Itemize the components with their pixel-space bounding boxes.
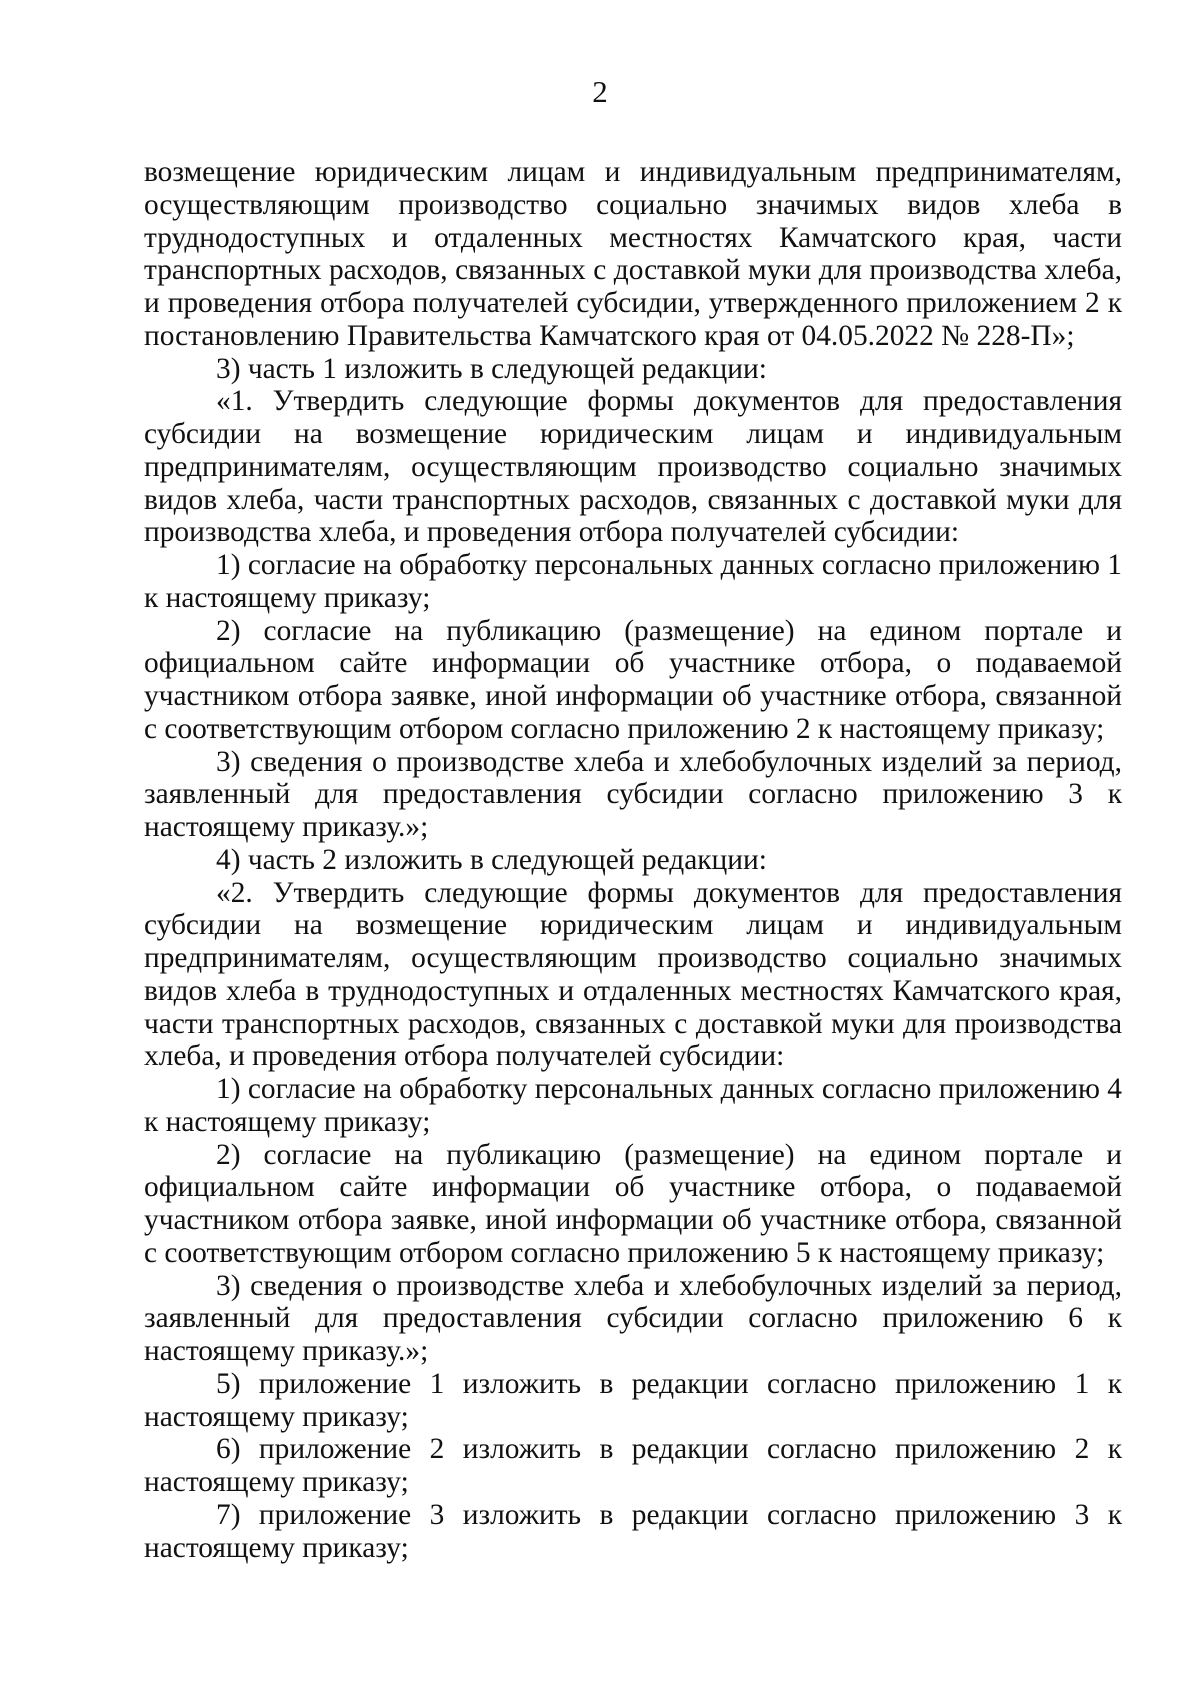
paragraph: 6) приложение 2 изложить в редакции согласно приложению 2 к настоящему приказу; <box>144 1433 1122 1498</box>
paragraph: «1. Утвердить следующие формы документов для предоставления субсидии на возмещение юридическим лицам и индивидуальным предпринимателям, осуществляющим производство социально значимых видов хлеба, части транспортных расходов, связанных с доставкой муки для производства хлеба, и проведения отбора получателей субсидии: <box>144 385 1122 549</box>
paragraph: 2) согласие на публикацию (размещение) на едином портале и официальном сайте информации об участнике отбора, о подаваемой участником отбора заявке, иной информации об участнике отбора, связанной с соответствующим отбором согласно приложению 2 к настоящему приказу; <box>144 614 1122 745</box>
paragraph: 1) согласие на обработку персональных данных согласно приложению 4 к настоящему приказу; <box>144 1073 1122 1138</box>
paragraph: 3) сведения о производстве хлеба и хлебобулочных изделий за период, заявленный для предоставления субсидии согласно приложению 6 к настоящему приказу.»; <box>144 1269 1122 1367</box>
paragraph: 7) приложение 3 изложить в редакции согласно приложению 3 к настоящему приказу; <box>144 1498 1122 1564</box>
document-body <box>144 156 1122 1564</box>
paragraph: 2) согласие на публикацию (размещение) на едином портале и официальном сайте информации об участнике отбора, о подаваемой участником отбора заявке, иной информации об участнике отбора, связанной с соответствующим отбором согласно приложению 5 к настоящему приказу; <box>144 1138 1122 1269</box>
paragraph: «2. Утвердить следующие формы документов для предоставления субсидии на возмещение юридическим лицам и индивидуальным предпринимателям, осуществляющим производство социально значимых видов хлеба в труднодоступных и отдаленных местностях Камчатского края, части транспортных расходов, связанных с доставкой муки для производства хлеба, и проведения отбора получателей субсидии: <box>144 876 1122 1073</box>
paragraph: 3) сведения о производстве хлеба и хлебобулочных изделий за период, заявленный для предоставления субсидии согласно приложению 3 к настоящему приказу.»; <box>144 745 1122 843</box>
paragraph: 5) приложение 1 изложить в редакции согласно приложению 1 к настоящему приказу; <box>144 1367 1122 1433</box>
page-number: 2 <box>592 74 608 109</box>
paragraph: 3) часть 1 изложить в следующей редакции: <box>216 352 767 385</box>
paragraph: возмещение юридическим лицам и индивидуальным предпринимателям, осуществляющим производство социально значимых видов хлеба в труднодоступных и отдаленных местностях Камчатского края, части транспортных расходов, связанных с доставкой муки для производства хлеба, и проведения отбора получателей субсидии, утвержденного приложением 2 к постановлению Правительства Камчатского края от 04.05.2022 № 228-П»; <box>144 156 1122 352</box>
paragraph: 4) часть 2 изложить в следующей редакции: <box>216 843 767 876</box>
paragraph: 1) согласие на обработку персональных данных согласно приложению 1 к настоящему приказу; <box>144 549 1122 614</box>
